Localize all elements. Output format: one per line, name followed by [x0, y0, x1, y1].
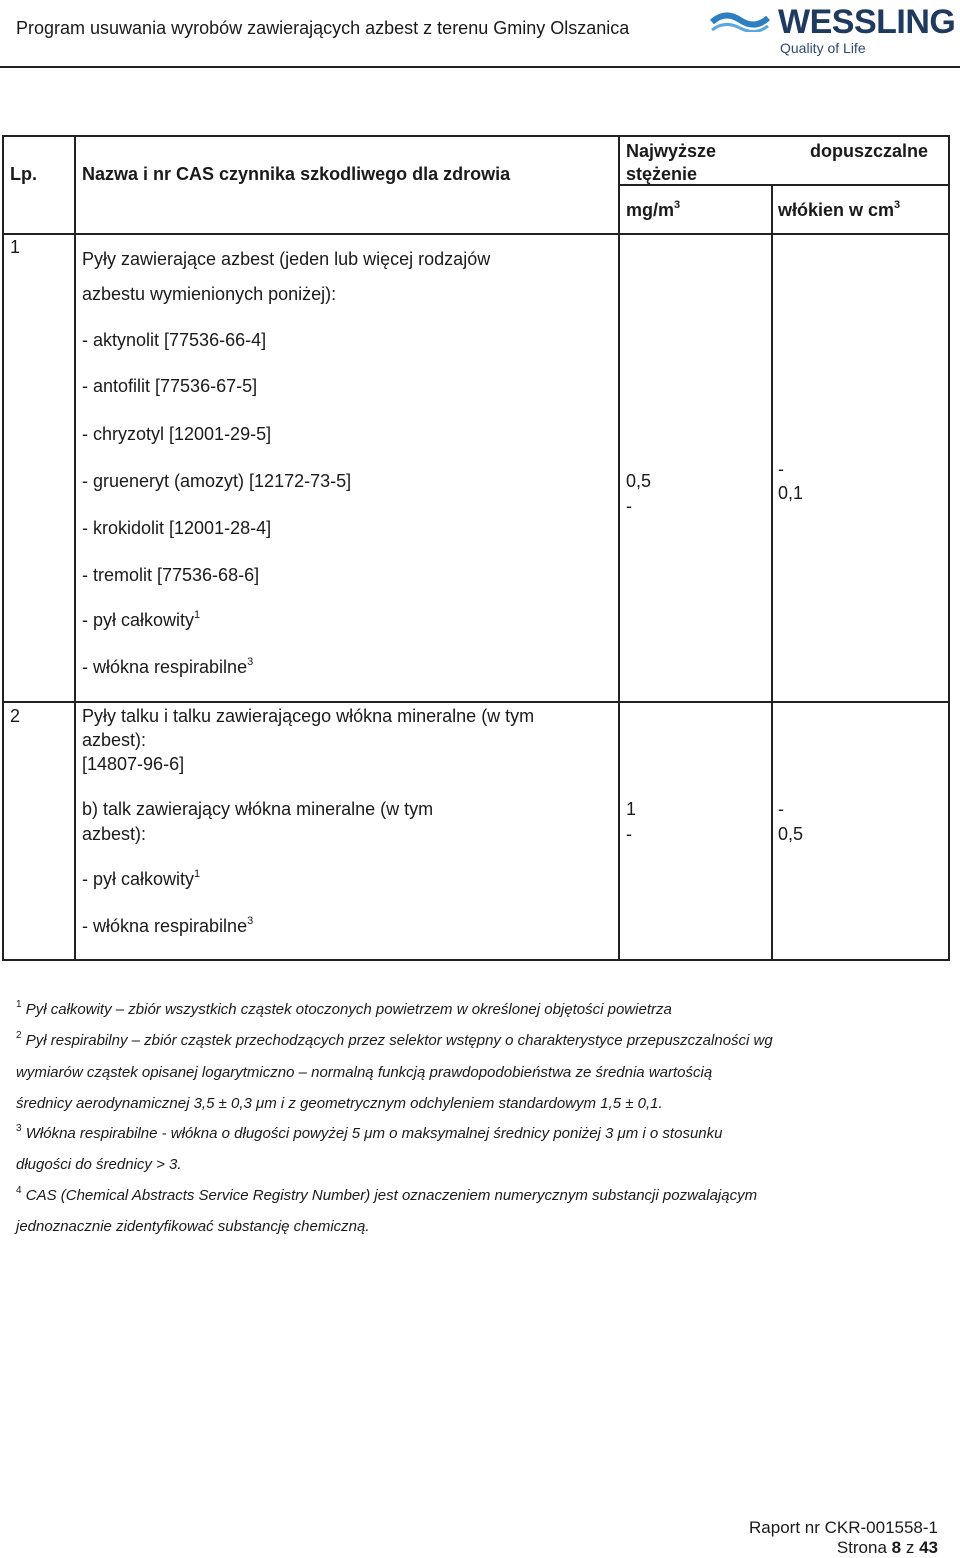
- row1-fibers-value: 0,1: [778, 483, 804, 503]
- row1-fibers-dash: -: [778, 459, 784, 479]
- row2-dust-total: - pył całkowity$^1$: [82, 868, 201, 889]
- footnote-4-line1: $^4$ CAS (Chemical Abstracts Service Registry Number) jest oznaczeniem numerycznym substancji pozwalającym: [16, 1185, 758, 1204]
- logo-tagline: Quality of Life: [780, 40, 866, 56]
- footnote-3-line1: $^3$ Włókna respirabilne - włókna o długości powyżej 5 μm o maksymalnej średnicy poniżej 3 μm i o stosunku: [16, 1123, 723, 1142]
- row1-item-tremolit: - tremolit [77536-68-6]: [82, 565, 260, 585]
- row1-name-line1: Pyły zawierające azbest (jeden lub więcej rodzajów: [82, 249, 491, 269]
- row2-mg-value: 1: [626, 799, 637, 819]
- wessling-logo: [708, 4, 960, 60]
- header-max-line2: stężenie: [626, 164, 698, 184]
- header-max-line1: Najwyższe: [626, 141, 717, 161]
- row1-item-krokidolit: - krokidolit [12001-28-4]: [82, 518, 272, 538]
- footnote-4-line2: jednoznacznie zidentyfikować substancję chemiczną.: [16, 1218, 370, 1235]
- document-header-title: Program usuwania wyrobów zawierających azbest z terenu Gminy Olszanica: [16, 18, 630, 38]
- header-rule: [0, 66, 960, 68]
- row2-name-line1: Pyły talku i talku zawierającego włókna mineralne (w tym: [82, 706, 535, 726]
- header-name: Nazwa i nr CAS czynnika szkodliwego dla zdrowia: [82, 164, 511, 184]
- asbestos-limits-table: [2, 135, 950, 961]
- footnote-3-line2: długości do średnicy > 3.: [16, 1156, 182, 1173]
- col-divider-lp: [74, 137, 76, 959]
- col-divider-mg: [771, 185, 773, 703]
- row2-fibers-dash: -: [778, 799, 784, 819]
- report-number: Raport nr CKR-001558-1: [749, 1518, 938, 1537]
- row2-lp: 2: [10, 706, 21, 726]
- header-bottom-line: [4, 233, 950, 235]
- row1-name-line2: azbestu wymienionych poniżej):: [82, 284, 337, 304]
- row2-fibers-value: 0,5: [778, 824, 804, 844]
- row1-mg-dash: -: [626, 496, 632, 516]
- logo-name: WESSLING: [778, 3, 956, 41]
- header-lp: Lp.: [10, 164, 37, 184]
- row1-lp: 1: [10, 237, 21, 257]
- row1-dust-total: - pył całkowity$^1$: [82, 609, 201, 630]
- footnote-2-line1: $^2$ Pył respirabilny – zbiór cząstek przechodzących przez selektor wstępny o charakterystyce przepuszczalności wg: [16, 1030, 773, 1049]
- row2-sub-line1: b) talk zawierający włókna mineralne (w tym: [82, 799, 434, 819]
- footnote-2-line3: średnicy aerodynamicznej 3,5 ± 0,3 μm i z geometrycznym odchyleniem standardowym 1,5 ± 0,1.: [16, 1095, 663, 1112]
- row2-mg-dash: -: [626, 824, 632, 844]
- row1-item-chryzotyl: - chryzotyl [12001-29-5]: [82, 424, 272, 444]
- row2-name-line2: azbest):: [82, 730, 147, 750]
- row-divider: [4, 701, 950, 703]
- header-allowed: dopuszczalne: [810, 141, 929, 161]
- row1-item-antofilit: - antofilit [77536-67-5]: [82, 376, 258, 396]
- row1-item-grueneryt: - grueneryt (amozyt) [12172-73-5]: [82, 471, 352, 491]
- page-indicator: Strona 8 z 43: [836, 1538, 938, 1557]
- row1-item-aktynolit: - aktynolit [77536-66-4]: [82, 330, 267, 350]
- header-unit-fibers: włókien w $cm^3$: [778, 199, 901, 220]
- col-divider-name: [618, 137, 620, 959]
- row1-respirable-fibers: - włókna respirabilne$^3$: [82, 656, 254, 677]
- footnote-2-line2: wymiarów cząstek opisanej logarytmiczno – normalną funkcją prawdopodobieństwa ze średnia wartością: [16, 1064, 713, 1081]
- logo-wave-icon: [710, 10, 770, 32]
- row2-cas: [14807-96-6]: [82, 754, 185, 774]
- row1-mg-value: 0,5: [626, 471, 652, 491]
- row2-sub-line2: azbest):: [82, 824, 147, 844]
- footnote-1: $^1$ Pył całkowity – zbiór wszystkich cząstek otoczonych powietrzem w określonej objętości powietrza: [16, 999, 672, 1018]
- header-unit-mg: $mg/m^3$: [626, 199, 681, 220]
- row2-respirable-fibers: - włókna respirabilne$^3$: [82, 915, 254, 936]
- col-divider-mg-2: [771, 703, 773, 959]
